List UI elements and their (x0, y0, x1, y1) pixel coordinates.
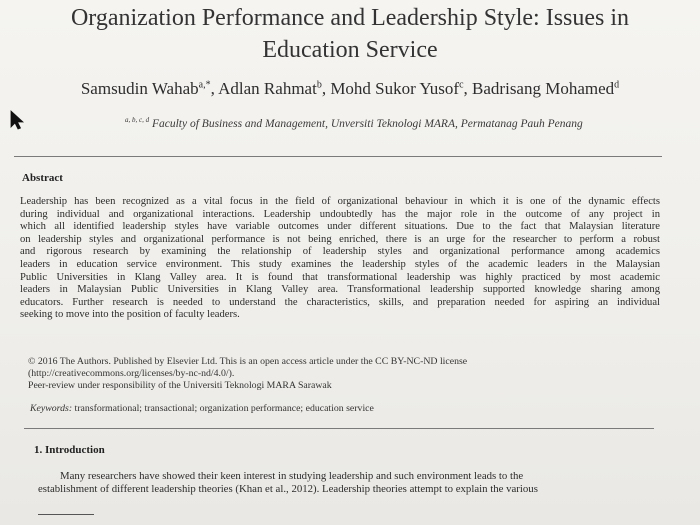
abstract-body (20, 196, 660, 322)
affiliation-marks: a, b, c, d (125, 116, 150, 124)
paper-title-line-2: Education Service (262, 37, 438, 63)
author-affiliation-mark: c (459, 79, 464, 91)
abstract-line: and rigorous research by examining the relationship of leadership styles and organizational performance among academics (20, 246, 660, 258)
author-name: Mohd Sukor Yusof (330, 79, 460, 98)
abstract-line: leaders in education service environment. This study examines the leadership styles of the academic leaders in the Malaysian (20, 258, 660, 270)
author-affiliation-mark: d (614, 79, 620, 91)
author-name: Adlan Rahmat (218, 79, 317, 98)
copyright-line: © 2016 The Authors. Published by Elsevier Ltd. This is an open access article under the CC BY-NC-ND license (28, 356, 468, 367)
license-link: (http://creativecommons.org/licenses/by-nc-nd/4.0/). (28, 368, 235, 379)
affiliation (125, 116, 665, 130)
abstract-line: on leadership styles and organizational performance is not being enriched, there is an urge for the researcher to perform a robust (20, 233, 660, 245)
abstract-line: which all identified leadership styles have variable outcomes under different situations. Due to the fact that Malaysian literature (20, 221, 660, 233)
introduction-line: establishment of different leadership theories (Khan et al., 2012). Leadership theories attempt to explain the various (38, 483, 538, 495)
affiliation-text: Faculty of Business and Management, Unversiti Teknologi MARA, Permatanag Pauh Penang (151, 117, 583, 130)
author-name: Badrisang Mohamed (472, 79, 615, 98)
abstract-line: Public Universities in Klang Valley area. It is found that transformational leadership was highly practiced by most academic (20, 271, 660, 283)
introduction-heading: 1. Introduction (34, 444, 105, 456)
author-affiliation-mark: a,* (198, 79, 211, 91)
introduction-line: Many researchers have showed their keen interest in studying leadership and such environment leads to the (60, 470, 524, 482)
keywords-label: Keywords: (30, 403, 73, 414)
abstract-line: educators. Further research is needed to understand the characteristics, skills, and preparation needed for aspiring an individual (20, 296, 660, 308)
abstract-line: during individual and organizational interactions. Leadership undoubtedly has the major role in the outcome of any project in (20, 208, 660, 220)
author-affiliation-mark: b (316, 79, 322, 91)
introduction-body (38, 470, 640, 496)
abstract-line: Leadership has been recognized as a vital focus in the field of organizational behaviour in which it is one of the dynamic effects (20, 196, 660, 207)
abstract-line: leaders in Malaysian Public Universities in Klang Valley area. Transformational leadership supported knowledge sharing among (20, 284, 660, 296)
author-list: Samsudin Wahab$^{a,*}$, Adlan Rahmat$^b$, Mohd Sukor Yusof$^c$, Badrisang Mohamed$^d$ (80, 79, 620, 98)
footnote-rule (38, 514, 94, 515)
copyright-notice (28, 356, 648, 392)
author-name: Samsudin Wahab (80, 79, 199, 98)
paper-title-line-1: Organization Performance and Leadership Style: Issues in (70, 5, 630, 31)
keywords (30, 403, 650, 414)
keywords-text: transformational; transactional; organization performance; education service (74, 403, 374, 414)
header-divider (14, 156, 662, 157)
keywords-divider (24, 428, 654, 429)
abstract-line: seeking to move into the position of faculty leaders. (20, 309, 240, 321)
mouse-pointer-icon (9, 110, 25, 130)
abstract-heading: Abstract (22, 172, 63, 184)
peer-review-line: Peer-review under responsibility of the Universiti Teknologi MARA Sarawak (28, 380, 332, 391)
